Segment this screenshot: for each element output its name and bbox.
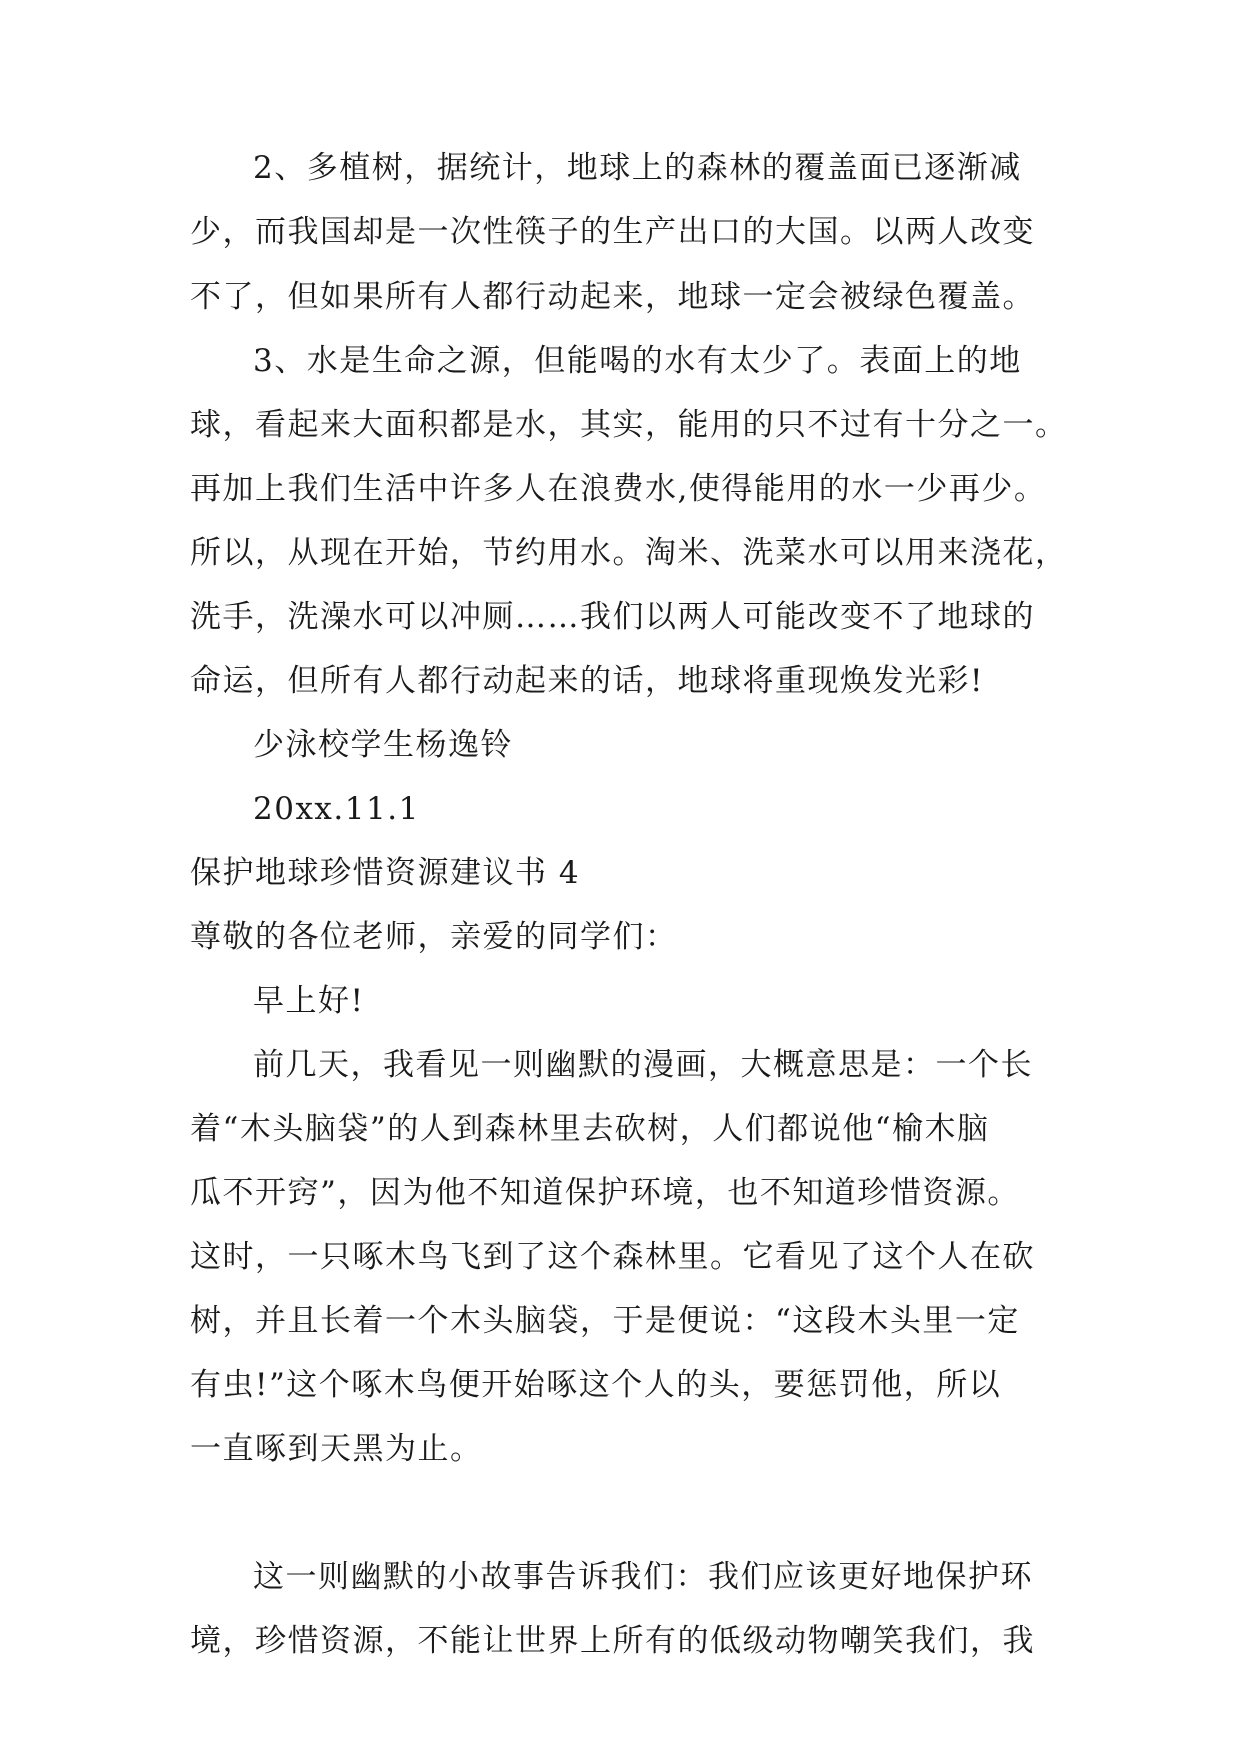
signature-date: 20xx.11.1 [253,791,420,827]
paragraph-3-line-1: 3、水是生命之源，但能喝的水有太少了。表面上的地 [253,343,1022,379]
paragraph-3-line-6: 命运，但所有人都行动起来的话，地球将重现焕发光彩! [190,663,984,699]
paragraph-2-line-2: 少，而我国却是一次性筷子的生产出口的大国。以两人改变 [190,214,1035,250]
greeting: 早上好! [253,983,365,1019]
lesson-line-2: 境，珍惜资源，不能让世界上所有的低级动物嘲笑我们，我 [190,1623,1035,1659]
story-line-1: 前几天，我看见一则幽默的漫画，大概意思是：一个长 [253,1047,1033,1083]
paragraph-2-line-3: 不了，但如果所有人都行动起来，地球一定会被绿色覆盖。 [190,279,1035,315]
paragraph-3-line-4: 所以，从现在开始，节约用水。淘米、洗菜水可以用来浇花， [190,535,1068,571]
story-line-7: 一直啄到天黑为止。 [190,1431,483,1467]
story-line-5: 树，并且长着一个木头脑袋，于是便说：“这段木头里一定 [190,1303,1020,1339]
paragraph-3-line-2: 球，看起来大面积都是水，其实，能用的只不过有十分之一。 [190,407,1068,443]
lesson-line-1: 这一则幽默的小故事告诉我们：我们应该更好地保护环 [253,1559,1033,1595]
paragraph-2-line-1: 2、多植树，据统计，地球上的森林的覆盖面已逐渐减 [253,150,1022,186]
section-title: 保护地球珍惜资源建议书 4 [190,855,581,891]
salutation: 尊敬的各位老师，亲爱的同学们： [190,919,678,955]
signature-name: 少泳校学生杨逸铃 [253,727,513,763]
paragraph-3-line-5: 洗手，洗澡水可以冲厕……我们以两人可能改变不了地球的 [190,599,1035,635]
story-line-4: 这时，一只啄木鸟飞到了这个森林里。它看见了这个人在砍 [190,1239,1035,1275]
story-line-3: 瓜不开窍”，因为他不知道保护环境，也不知道珍惜资源。 [190,1175,1020,1211]
paragraph-3-line-3: 再加上我们生活中许多人在浪费水,使得能用的水一少再少。 [190,471,1047,507]
story-line-6: 有虫!”这个啄木鸟便开始啄这个人的头，要惩罚他，所以 [190,1367,1002,1403]
story-line-2: 着“木头脑袋”的人到森林里去砍树，人们都说他“榆木脑 [190,1111,990,1147]
